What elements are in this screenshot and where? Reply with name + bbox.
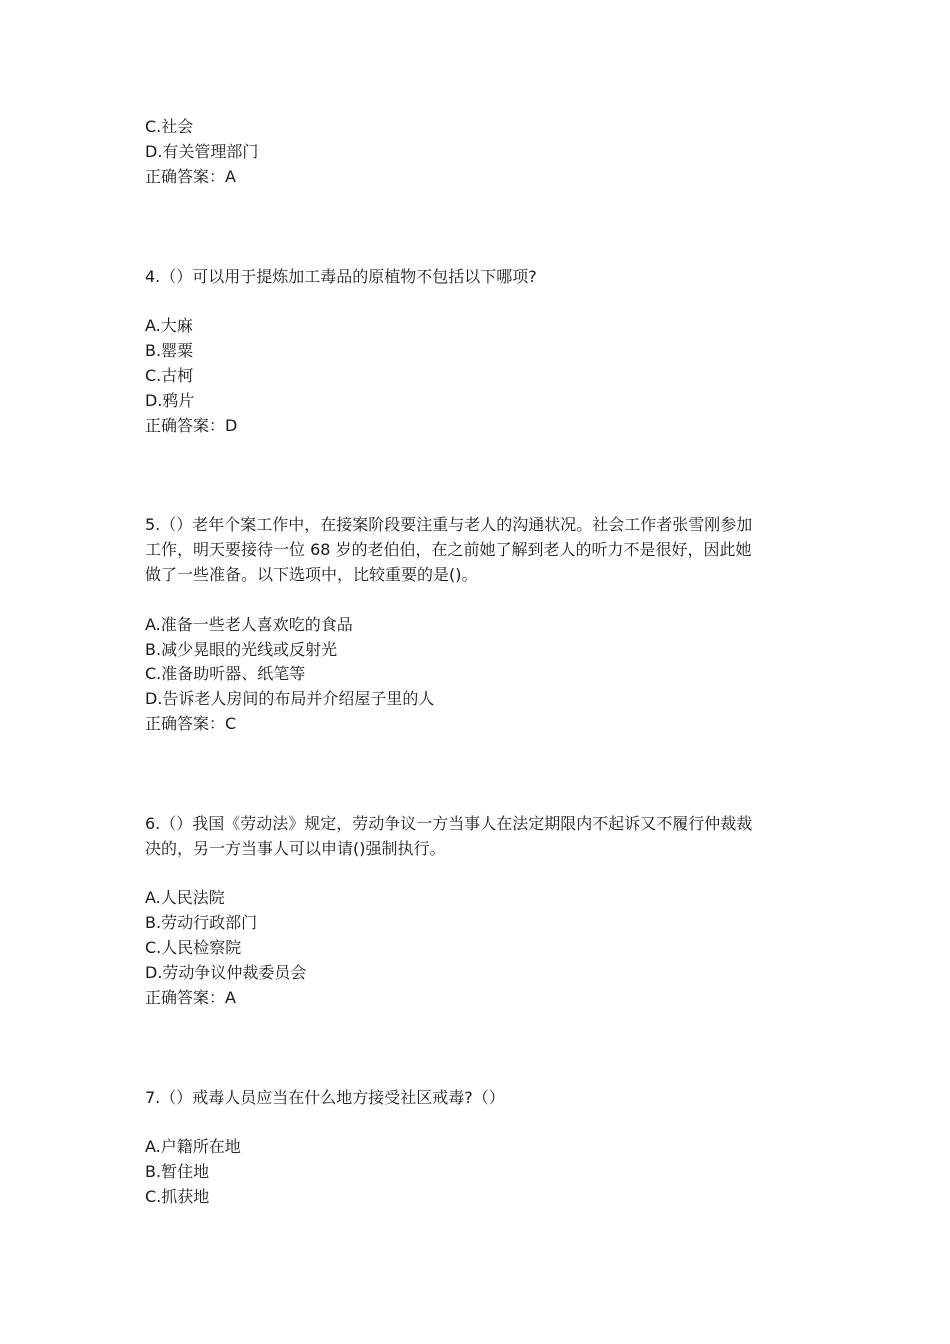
q4-option-d: D.鸦片: [145, 391, 195, 410]
q6-option-c: C.人民检察院: [145, 938, 242, 957]
q5-option-b: B.减少晃眼的光线或反射光: [145, 640, 338, 659]
q4-question: 4.（）可以用于提炼加工毒品的原植物不包括以下哪项?: [145, 267, 537, 286]
q7-question: 7.（）戒毒人员应当在什么地方接受社区戒毒?（）: [145, 1088, 505, 1107]
q5-question-line-1: 5.（）老年个案工作中，在接案阶段要注重与老人的沟通状况。社会工作者张雪刚参加: [145, 515, 753, 534]
q5-question-line-3: 做了一些准备。以下选项中，比较重要的是()。: [145, 565, 478, 584]
q3-answer: 正确答案：A: [145, 167, 236, 186]
q4-option-a: A.大麻: [145, 316, 193, 335]
q5-option-d: D.告诉老人房间的布局并介绍屋子里的人: [145, 689, 435, 708]
q3-option-d: D.有关管理部门: [145, 142, 259, 161]
q5-answer: 正确答案：C: [145, 714, 237, 733]
q7-option-b: B.暂住地: [145, 1162, 210, 1181]
q6-option-d: D.劳动争议仲裁委员会: [145, 963, 307, 982]
q6-question-line-2: 决的，另一方当事人可以申请()强制执行。: [145, 839, 446, 858]
q6-option-a: A.人民法院: [145, 888, 225, 907]
q5-option-c: C.准备助听器、纸笔等: [145, 664, 306, 683]
q4-option-c: C.古柯: [145, 366, 194, 385]
q7-option-a: A.户籍所在地: [145, 1137, 241, 1156]
q4-answer: 正确答案：D: [145, 416, 238, 435]
q7-option-c: C.抓获地: [145, 1187, 210, 1206]
q5-question-line-2: 工作，明天要接待一位 68 岁的老伯伯，在之前她了解到老人的听力不是很好，因此她: [145, 540, 752, 559]
q3-option-c: C.社会: [145, 117, 194, 136]
q4-option-b: B.罂粟: [145, 341, 194, 360]
q6-option-b: B.劳动行政部门: [145, 913, 258, 932]
q6-question-line-1: 6.（）我国《劳动法》规定，劳动争议一方当事人在法定期限内不起诉又不履行仲裁裁: [145, 814, 753, 833]
q5-option-a: A.准备一些老人喜欢吃的食品: [145, 615, 353, 634]
q6-answer: 正确答案：A: [145, 988, 236, 1007]
